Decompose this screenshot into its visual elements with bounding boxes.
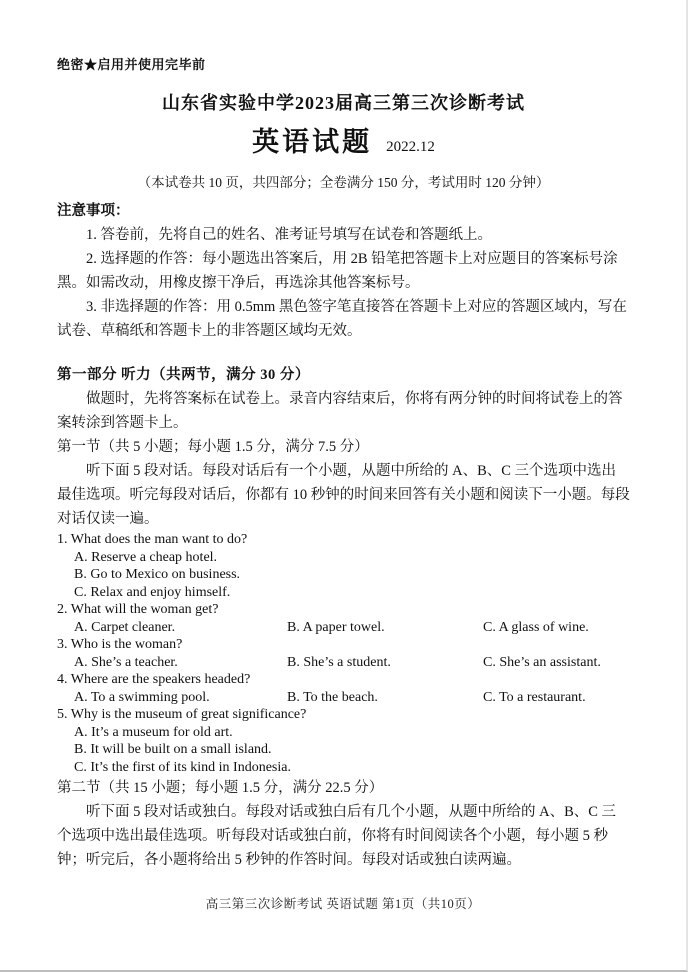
section2-heading: 第二节（共 15 小题；每小题 1.5 分，满分 22.5 分） (57, 780, 384, 796)
question-5-option-c: C. It’s the first of its kind in Indonesia. (74, 759, 291, 775)
question-5-stem: 5. Why is the museum of great significance? (57, 707, 307, 722)
question-3-option-a: A. She’s a teacher. (74, 654, 178, 670)
question-5-option-a: A. It’s a museum for old art. (74, 724, 233, 740)
question-3-option-c: C. She’s an assistant. (483, 654, 601, 670)
question-2-option-c: C. A glass of wine. (483, 619, 589, 635)
notice-item-2: 2. 选择题的作答：每小题选出答案后，用 2B 铅笔把答题卡上对应题目的答案标号涂黑。如需改动，用橡皮擦干净后，再选涂其他答案标号。 (57, 251, 618, 291)
exam-date: 2022.12 (386, 139, 435, 155)
listening-questions (57, 531, 630, 776)
subject-title: 英语试题 (252, 127, 373, 157)
subject-line (57, 124, 630, 165)
question-2-option-a: A. Carpet cleaner. (74, 619, 176, 635)
question-2-option-b: B. A paper towel. (287, 619, 385, 635)
question-4-option-b: B. To the beach. (287, 689, 378, 705)
question-3-options (57, 654, 630, 672)
paper-info: （本试卷共 10 页，共四部分；全卷满分 150 分，考试用时 120 分钟） (137, 175, 550, 190)
question-3-option-b: B. She’s a student. (287, 654, 391, 670)
question-2 (57, 601, 630, 636)
question-1 (57, 531, 630, 601)
notice-item-3: 3. 非选择题的作答：用 0.5mm 黑色签字笔直接答在答题卡上对应的答题区域内，写在试卷、草稿纸和答题卡上的非答题区域均无效。 (57, 299, 627, 339)
question-1-option-a: A. Reserve a cheap hotel. (74, 549, 218, 565)
security-notice: 绝密★启用并使用完毕前 (57, 57, 206, 72)
question-5-option-b: B. It will be built on a small island. (74, 742, 272, 757)
part1-heading: 第一部分 听力（共两节，满分 30 分） (57, 367, 310, 383)
question-4-stem: 4. Where are the speakers headed? (57, 672, 251, 687)
question-4-option-c: C. To a restaurant. (483, 689, 586, 705)
part1-note: 做题时，先将答案标在试卷上。录音内容结束后，你将有两分钟的时间将试卷上的答案转涂到答题卡上。 (57, 391, 623, 431)
question-3-stem: 3. Who is the woman? (57, 637, 183, 652)
question-2-options (57, 619, 630, 637)
question-1-option-c: C. Relax and enjoy himself. (74, 584, 231, 600)
page-footer: 高三第三次诊断考试 英语试题 第1页（共10页） (205, 897, 481, 911)
question-4-option-a: A. To a swimming pool. (74, 689, 210, 705)
notice-heading: 注意事项： (57, 203, 130, 219)
exam-title: 山东省实验中学2023届高三第三次诊断考试 (162, 93, 525, 113)
question-1-stem: 1. What does the man want to do? (57, 532, 248, 547)
question-2-stem: 2. What will the woman get? (57, 602, 219, 617)
question-3 (57, 636, 630, 671)
section2-note: 听下面 5 段对话或独白。每段对话或独白后有几个小题，从题中所给的 A、B、C 三个选项中选出最佳选项。听每段对话或独白前，你将有时间阅读各个小题，每小题 5 秒钟；听完后，各小题将给出 5 秒钟的作答时间。每段对话或独白读两遍。 (57, 804, 617, 868)
question-4 (57, 671, 630, 706)
section1-note: 听下面 5 段对话。每段对话后有一个小题，从题中所给的 A、B、C 三个选项中选出最佳选项。听完每段对话后，你都有 10 秒钟的时间来回答有关小题和阅读下一小题。每段对话仅读一遍。 (57, 463, 630, 527)
section1-heading: 第一节（共 5 小题；每小题 1.5 分，满分 7.5 分） (57, 439, 369, 455)
notice-item-1: 1. 答卷前，先将自己的姓名、准考证号填写在试卷和答题纸上。 (86, 227, 492, 243)
question-4-options (57, 689, 630, 707)
question-5 (57, 706, 630, 776)
question-1-option-b: B. Go to Mexico on business. (74, 567, 241, 582)
